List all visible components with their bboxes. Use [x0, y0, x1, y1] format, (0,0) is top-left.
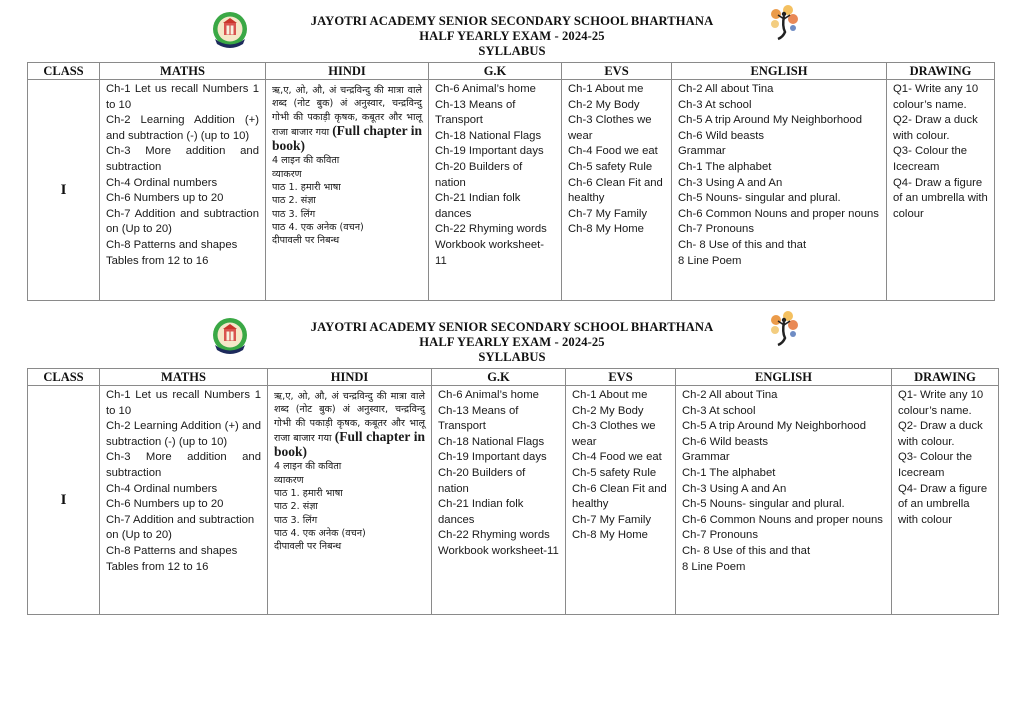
- list-item: Ch-19 Important days: [438, 451, 547, 464]
- list-item: Ch-5 A trip Around My Neighborhood: [678, 114, 862, 127]
- title-block: [0, 320, 1024, 365]
- list-item: Q4- Draw a figure of an umbrella with colour: [893, 176, 988, 220]
- list-item: दीपावली पर निबन्ध: [272, 235, 340, 247]
- school-name: JAYOTRI ACADEMY SENIOR SECONDARY SCHOOL BHARTHANA: [310, 14, 714, 28]
- list-item: Ch-6 Wild beasts: [682, 435, 769, 448]
- english-cell: [672, 80, 887, 301]
- hindi-intro: [272, 84, 422, 154]
- list-item: Q4- Draw a figure of an umbrella with colour: [898, 482, 988, 526]
- tree-figure-logo-icon: [766, 2, 802, 42]
- column-header-class: CLASS: [28, 63, 100, 80]
- list-item: Workbook worksheet-11: [438, 544, 559, 557]
- list-item: Ch-1 Let us recall Numbers 1 to 10: [106, 389, 261, 417]
- exam-title: HALF YEARLY EXAM - 2024-25: [419, 335, 605, 349]
- list-item: पाठ 1. हमारी भाषा: [272, 182, 341, 194]
- column-header-english: ENGLISH: [672, 63, 887, 80]
- column-header-evs: EVS: [562, 63, 672, 80]
- list-item: Q1- Write any 10 colour’s name.: [898, 389, 984, 417]
- list-item: 4 लाइन की कविता: [274, 461, 342, 473]
- column-header-gk: G.K: [429, 63, 562, 80]
- list-item: Q2- Draw a duck with colour.: [898, 420, 983, 448]
- list-item: Ch-7 Addition and subtraction on (Up to 20): [106, 207, 259, 236]
- list-item: Ch-6 Common Nouns and proper nouns: [682, 513, 883, 526]
- list-item: Ch-13 Means of Transport: [438, 404, 519, 433]
- hindi-full-chapter-note: (Full chapter in book): [272, 122, 422, 154]
- table-row: [28, 80, 995, 301]
- list-item: Ch-3 Clothes we wear: [568, 114, 652, 142]
- list-item: Ch-3 More addition and subtraction: [106, 451, 261, 479]
- gk-cell: [432, 386, 566, 615]
- list-item: Ch-1 Let us recall Numbers 1 to 10: [106, 83, 259, 111]
- list-item: Ch-8 Patterns and shapes: [106, 544, 238, 557]
- list-item: 8 Line Poem: [678, 254, 742, 267]
- list-item: Ch-6 Clean Fit and healthy: [572, 482, 667, 511]
- list-item: Q3- Colour the Icecream: [898, 451, 973, 479]
- list-item: 4 लाइन की कविता: [272, 155, 340, 167]
- list-item: Q1- Write any 10 colour’s name.: [893, 83, 979, 111]
- list-item: Ch-7 My Family: [572, 513, 652, 526]
- table-header-row: [28, 369, 999, 386]
- list-item: Ch-1 The alphabet: [682, 466, 776, 479]
- column-header-evs: EVS: [566, 369, 676, 386]
- list-item: Ch-7 My Family: [568, 207, 648, 220]
- list-item: Ch-3 At school: [682, 404, 756, 417]
- list-item: Ch-7 Pronouns: [682, 529, 758, 542]
- list-item: Ch-6 Common Nouns and proper nouns: [678, 207, 879, 220]
- list-item: व्याकरण: [274, 474, 304, 486]
- maths-cell: [100, 80, 266, 301]
- column-header-maths: MATHS: [100, 369, 268, 386]
- document-type: SYLLABUS: [478, 44, 546, 58]
- list-item: व्याकरण: [272, 168, 302, 180]
- list-item: Ch-3 Using A and An: [682, 482, 787, 495]
- list-item: Ch-8 My Home: [568, 223, 644, 236]
- hindi-intro: [274, 390, 425, 460]
- column-header-class: CLASS: [28, 369, 100, 386]
- list-item: Ch-6 Clean Fit and healthy: [568, 176, 663, 205]
- list-item: Workbook worksheet-11: [435, 238, 545, 267]
- list-item: Q2- Draw a duck with colour.: [893, 114, 978, 142]
- list-item: Ch-4 Ordinal numbers: [106, 482, 218, 495]
- hindi-cell: [268, 386, 432, 615]
- list-item: Ch-22 Rhyming words: [435, 223, 547, 236]
- list-item: Ch-4 Food we eat: [568, 145, 658, 158]
- drawing-cell: [887, 80, 995, 301]
- list-item: Ch-2 My Body: [572, 404, 644, 417]
- list-item: Ch-4 Food we eat: [572, 451, 662, 464]
- class-cell: I: [28, 386, 100, 615]
- list-item: Ch-2 All about Tina: [682, 389, 778, 401]
- list-item: Ch-20 Builders of nation: [438, 466, 526, 495]
- list-item: पाठ 3. लिंग: [274, 514, 318, 526]
- list-item: Ch-21 Indian folk dances: [438, 498, 524, 526]
- list-item: Ch-7 Addition and subtraction on (Up to 20): [106, 513, 255, 542]
- list-item: Ch-2 All about Tina: [678, 83, 774, 95]
- sheet-header: [0, 0, 1024, 62]
- list-item: Grammar: [682, 451, 730, 464]
- list-item: Ch-2 Learning Addition (+) and subtraction (-) (up to 10): [106, 420, 261, 448]
- table-header-row: [28, 63, 995, 80]
- list-item: Ch-8 Patterns and shapes: [106, 238, 238, 251]
- list-item: पाठ 1. हमारी भाषा: [274, 488, 343, 500]
- list-item: Ch-6 Wild beasts: [678, 129, 765, 142]
- list-item: Ch-19 Important days: [435, 145, 544, 158]
- list-item: Ch-3 At school: [678, 98, 752, 111]
- column-header-gk: G.K: [432, 369, 566, 386]
- list-item: पाठ 2. संज्ञा: [274, 501, 318, 513]
- list-item: Ch-22 Rhyming words: [438, 529, 550, 542]
- syllabus-sheet-2: [0, 306, 1024, 573]
- list-item: Ch-20 Builders of nation: [435, 160, 523, 189]
- evs-cell: [566, 386, 676, 615]
- list-item: Ch-6 Animal’s home: [438, 389, 539, 401]
- syllabus-table: [27, 62, 995, 301]
- class-cell: I: [28, 80, 100, 301]
- list-item: Ch-2 Learning Addition (+) and subtraction (-) (up to 10): [106, 114, 259, 142]
- list-item: Ch-13 Means of Transport: [435, 98, 516, 127]
- list-item: पाठ 2. संज्ञा: [272, 195, 316, 207]
- list-item: दीपावली पर निबन्ध: [274, 541, 342, 553]
- maths-cell: [100, 386, 268, 615]
- exam-title: HALF YEARLY EXAM - 2024-25: [419, 29, 605, 43]
- list-item: पाठ 4. एक अनेक (वचन): [272, 221, 364, 233]
- english-cell: [676, 386, 892, 615]
- list-item: 8 Line Poem: [682, 560, 746, 573]
- column-header-hindi: HINDI: [268, 369, 432, 386]
- hindi-full-chapter-note: (Full chapter in book): [274, 428, 425, 460]
- list-item: Ch-18 National Flags: [435, 129, 542, 142]
- hindi-intro-text: ऋ,ए, ओ, औ, अं चन्द्रविन्दु की मात्रा वाले शब्द (नोट बुक) अं अनुस्वार, चन्द्रविन्दु गोभी की पकाड़ी कृषक, कबूतर और भालू राजा बाजार गया: [274, 391, 425, 444]
- column-header-drawing: DRAWING: [892, 369, 999, 386]
- list-item: Ch-5 safety Rule: [572, 466, 657, 479]
- list-item: Tables from 12 to 16: [106, 254, 209, 267]
- hindi-cell: [266, 80, 429, 301]
- list-item: Ch-1 About me: [572, 389, 648, 401]
- list-item: Ch-8 My Home: [572, 529, 648, 542]
- column-header-maths: MATHS: [100, 63, 266, 80]
- hindi-intro-text: ऋ,ए, ओ, औ, अं चन्द्रविन्दु की मात्रा वाले शब्द (नोट बुक) अं अनुस्वार, चन्द्रविन्दु गोभी की पकाड़ी कृषक, कबूतर और भालू राजा बाजार गया: [272, 85, 422, 138]
- list-item: Ch-6 Animal’s home: [435, 83, 536, 95]
- title-block: [0, 14, 1024, 59]
- list-item: Ch- 8 Use of this and that: [678, 238, 807, 251]
- list-item: Ch-18 National Flags: [438, 435, 545, 448]
- drawing-cell: [892, 386, 999, 615]
- list-item: Ch-5 Nouns- singular and plural.: [678, 192, 841, 205]
- column-header-english: ENGLISH: [676, 369, 892, 386]
- list-item: Ch-3 Clothes we wear: [572, 420, 656, 448]
- tree-figure-logo-icon: [766, 308, 802, 348]
- list-item: Ch-5 Nouns- singular and plural.: [682, 498, 845, 511]
- column-header-hindi: HINDI: [266, 63, 429, 80]
- list-item: पाठ 4. एक अनेक (वचन): [274, 527, 366, 539]
- list-item: पाठ 3. लिंग: [272, 208, 316, 220]
- list-item: Ch-21 Indian folk dances: [435, 192, 521, 220]
- list-item: Ch-3 More addition and subtraction: [106, 145, 259, 173]
- list-item: Ch-3 Using A and An: [678, 176, 783, 189]
- list-item: Ch-5 A trip Around My Neighborhood: [682, 420, 866, 433]
- list-item: Ch-6 Numbers up to 20: [106, 192, 224, 205]
- evs-cell: [562, 80, 672, 301]
- school-name: JAYOTRI ACADEMY SENIOR SECONDARY SCHOOL BHARTHANA: [310, 320, 714, 334]
- column-header-drawing: DRAWING: [887, 63, 995, 80]
- document-type: SYLLABUS: [478, 350, 546, 364]
- list-item: Ch-4 Ordinal numbers: [106, 176, 218, 189]
- syllabus-sheet-1: [0, 0, 1024, 267]
- list-item: Ch-1 The alphabet: [678, 160, 772, 173]
- list-item: Ch-5 safety Rule: [568, 160, 653, 173]
- list-item: Ch- 8 Use of this and that: [682, 544, 811, 557]
- list-item: Ch-7 Pronouns: [678, 223, 754, 236]
- list-item: Ch-1 About me: [568, 83, 644, 95]
- list-item: Tables from 12 to 16: [106, 560, 209, 573]
- list-item: Ch-6 Numbers up to 20: [106, 498, 224, 511]
- list-item: Ch-2 My Body: [568, 98, 640, 111]
- gk-cell: [429, 80, 562, 301]
- syllabus-table: [27, 368, 999, 615]
- table-row: [28, 386, 999, 615]
- list-item: Q3- Colour the Icecream: [893, 145, 968, 173]
- list-item: Grammar: [678, 145, 726, 158]
- sheet-header: [0, 306, 1024, 368]
